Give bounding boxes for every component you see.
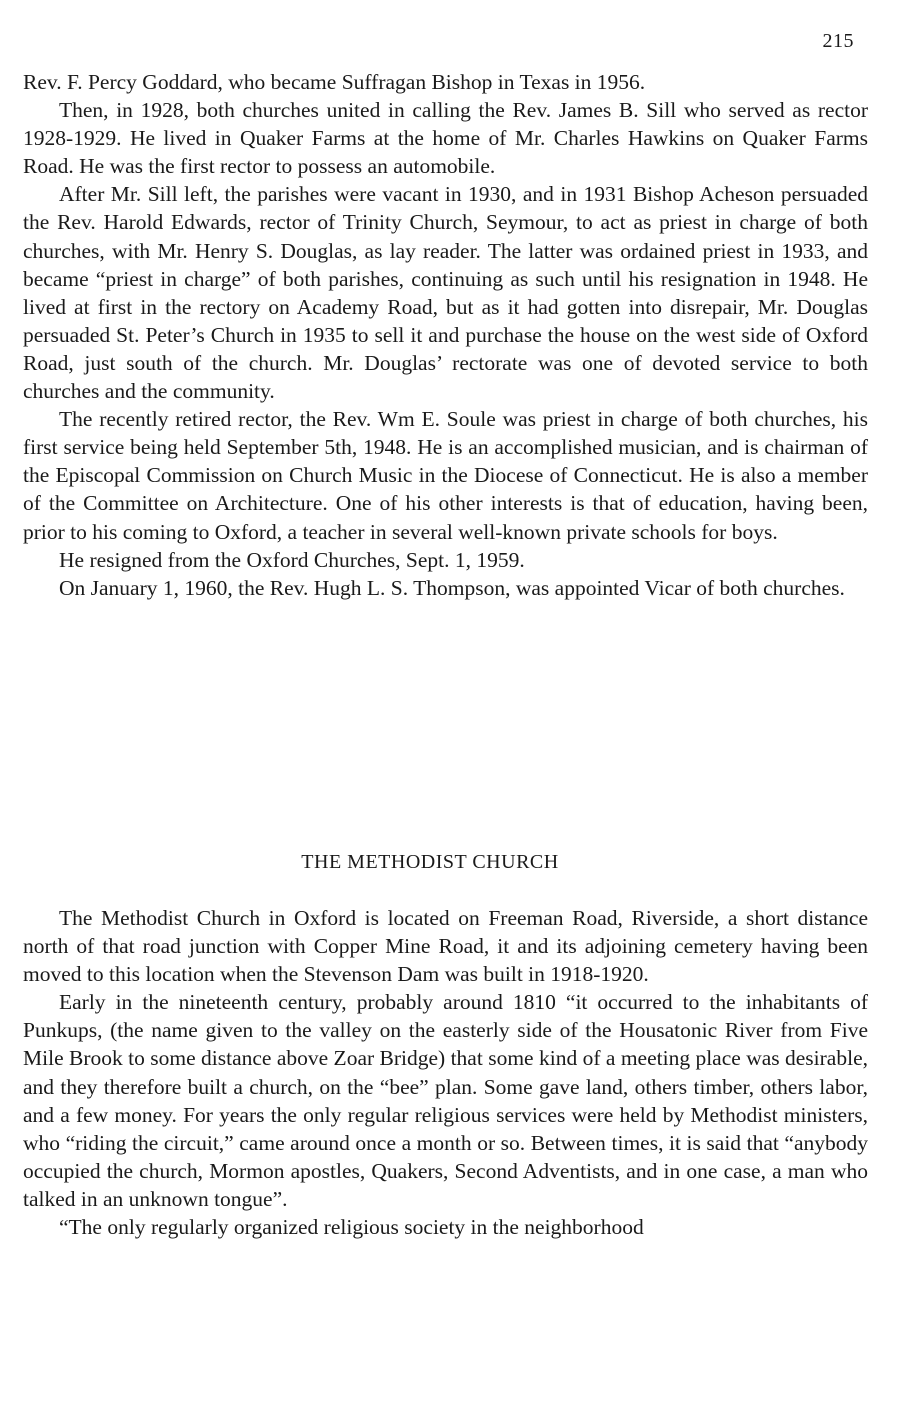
paragraph-thompson: On January 1, 1960, the Rev. Hugh L. S. Thompson, was appointed Vicar of both churches. <box>59 575 845 600</box>
section-heading: THE METHODIST CHURCH <box>301 851 559 873</box>
methodist-history-text <box>23 904 868 1241</box>
page-number: 215 <box>822 30 854 52</box>
paragraph-methodist-location: The Methodist Church in Oxford is located on Freeman Road, Riverside, a short distance north of that road junction with Copper Mine Road, it and its adjoining cemetery having been moved to this location when the Stevenson Dam was built in 1918-1920. <box>23 906 868 987</box>
paragraph-goddard-continuation: Rev. F. Percy Goddard, who became Suffragan Bishop in Texas in 1956. <box>23 70 646 94</box>
paragraph-soule: The recently retired rector, the Rev. Wm E. Soule was priest in charge of both churches, his first service being held September 5th, 1948. He is an accomplished musician, and is chairman of the Episcopal Commission on Church Music in the Diocese of Connecticut. He is also a member of the Committee on Architecture. One of his other interests is that of education, having been, prior to his coming to Oxford, a teacher in several well-known private schools for boys. <box>23 407 868 544</box>
paragraph-sill: Then, in 1928, both churches united in calling the Rev. James B. Sill who served as rector 1928-1929. He lived in Quaker Farms at the home of Mr. Charles Hawkins on Quaker Farms Road. He was the first rector to possess an automobile. <box>23 98 868 179</box>
paragraph-punkups: Early in the nineteenth century, probably around 1810 “it occurred to the inhabitants of Punkups, (the name given to the valley on the easterly side of the Housatonic River from Five Mile Brook to some distance above Zoar Bridge) that some kind of a meeting place was desirable, and they therefore built a church, on the “bee” plan. Some gave land, others timber, others labor, and a few money. For years the only regular religious services were held by Methodist ministers, who “riding the circuit,” came around once a month or so. Between times, it is said that “anybody occupied the church, Mormon apostles, Quakers, Second Adventists, and in one case, a man who talked in an unknown tongue”. <box>23 990 868 1211</box>
episcopal-history-text <box>23 68 868 602</box>
paragraph-douglas: After Mr. Sill left, the parishes were vacant in 1930, and in 1931 Bishop Acheson persuaded the Rev. Harold Edwards, rector of Trinity Church, Seymour, to act as priest in charge of both churches, with Mr. Henry S. Douglas, as lay reader. The latter was ordained priest in 1933, and became “priest in charge” of both parishes, continuing as such until his resignation in 1948. He lived at first in the rectory on Academy Road, but as it had gotten into disrepair, Mr. Douglas persuaded St. Peter’s Church in 1935 to sell it and purchase the house on the west side of Oxford Road, just south of the church. Mr. Douglas’ rectorate was one of devoted service to both churches and the community. <box>23 182 868 404</box>
paragraph-religious-society: “The only regularly organized religious society in the neighborhood <box>59 1215 644 1240</box>
paragraph-resignation: He resigned from the Oxford Churches, Sept. 1, 1959. <box>59 547 525 572</box>
